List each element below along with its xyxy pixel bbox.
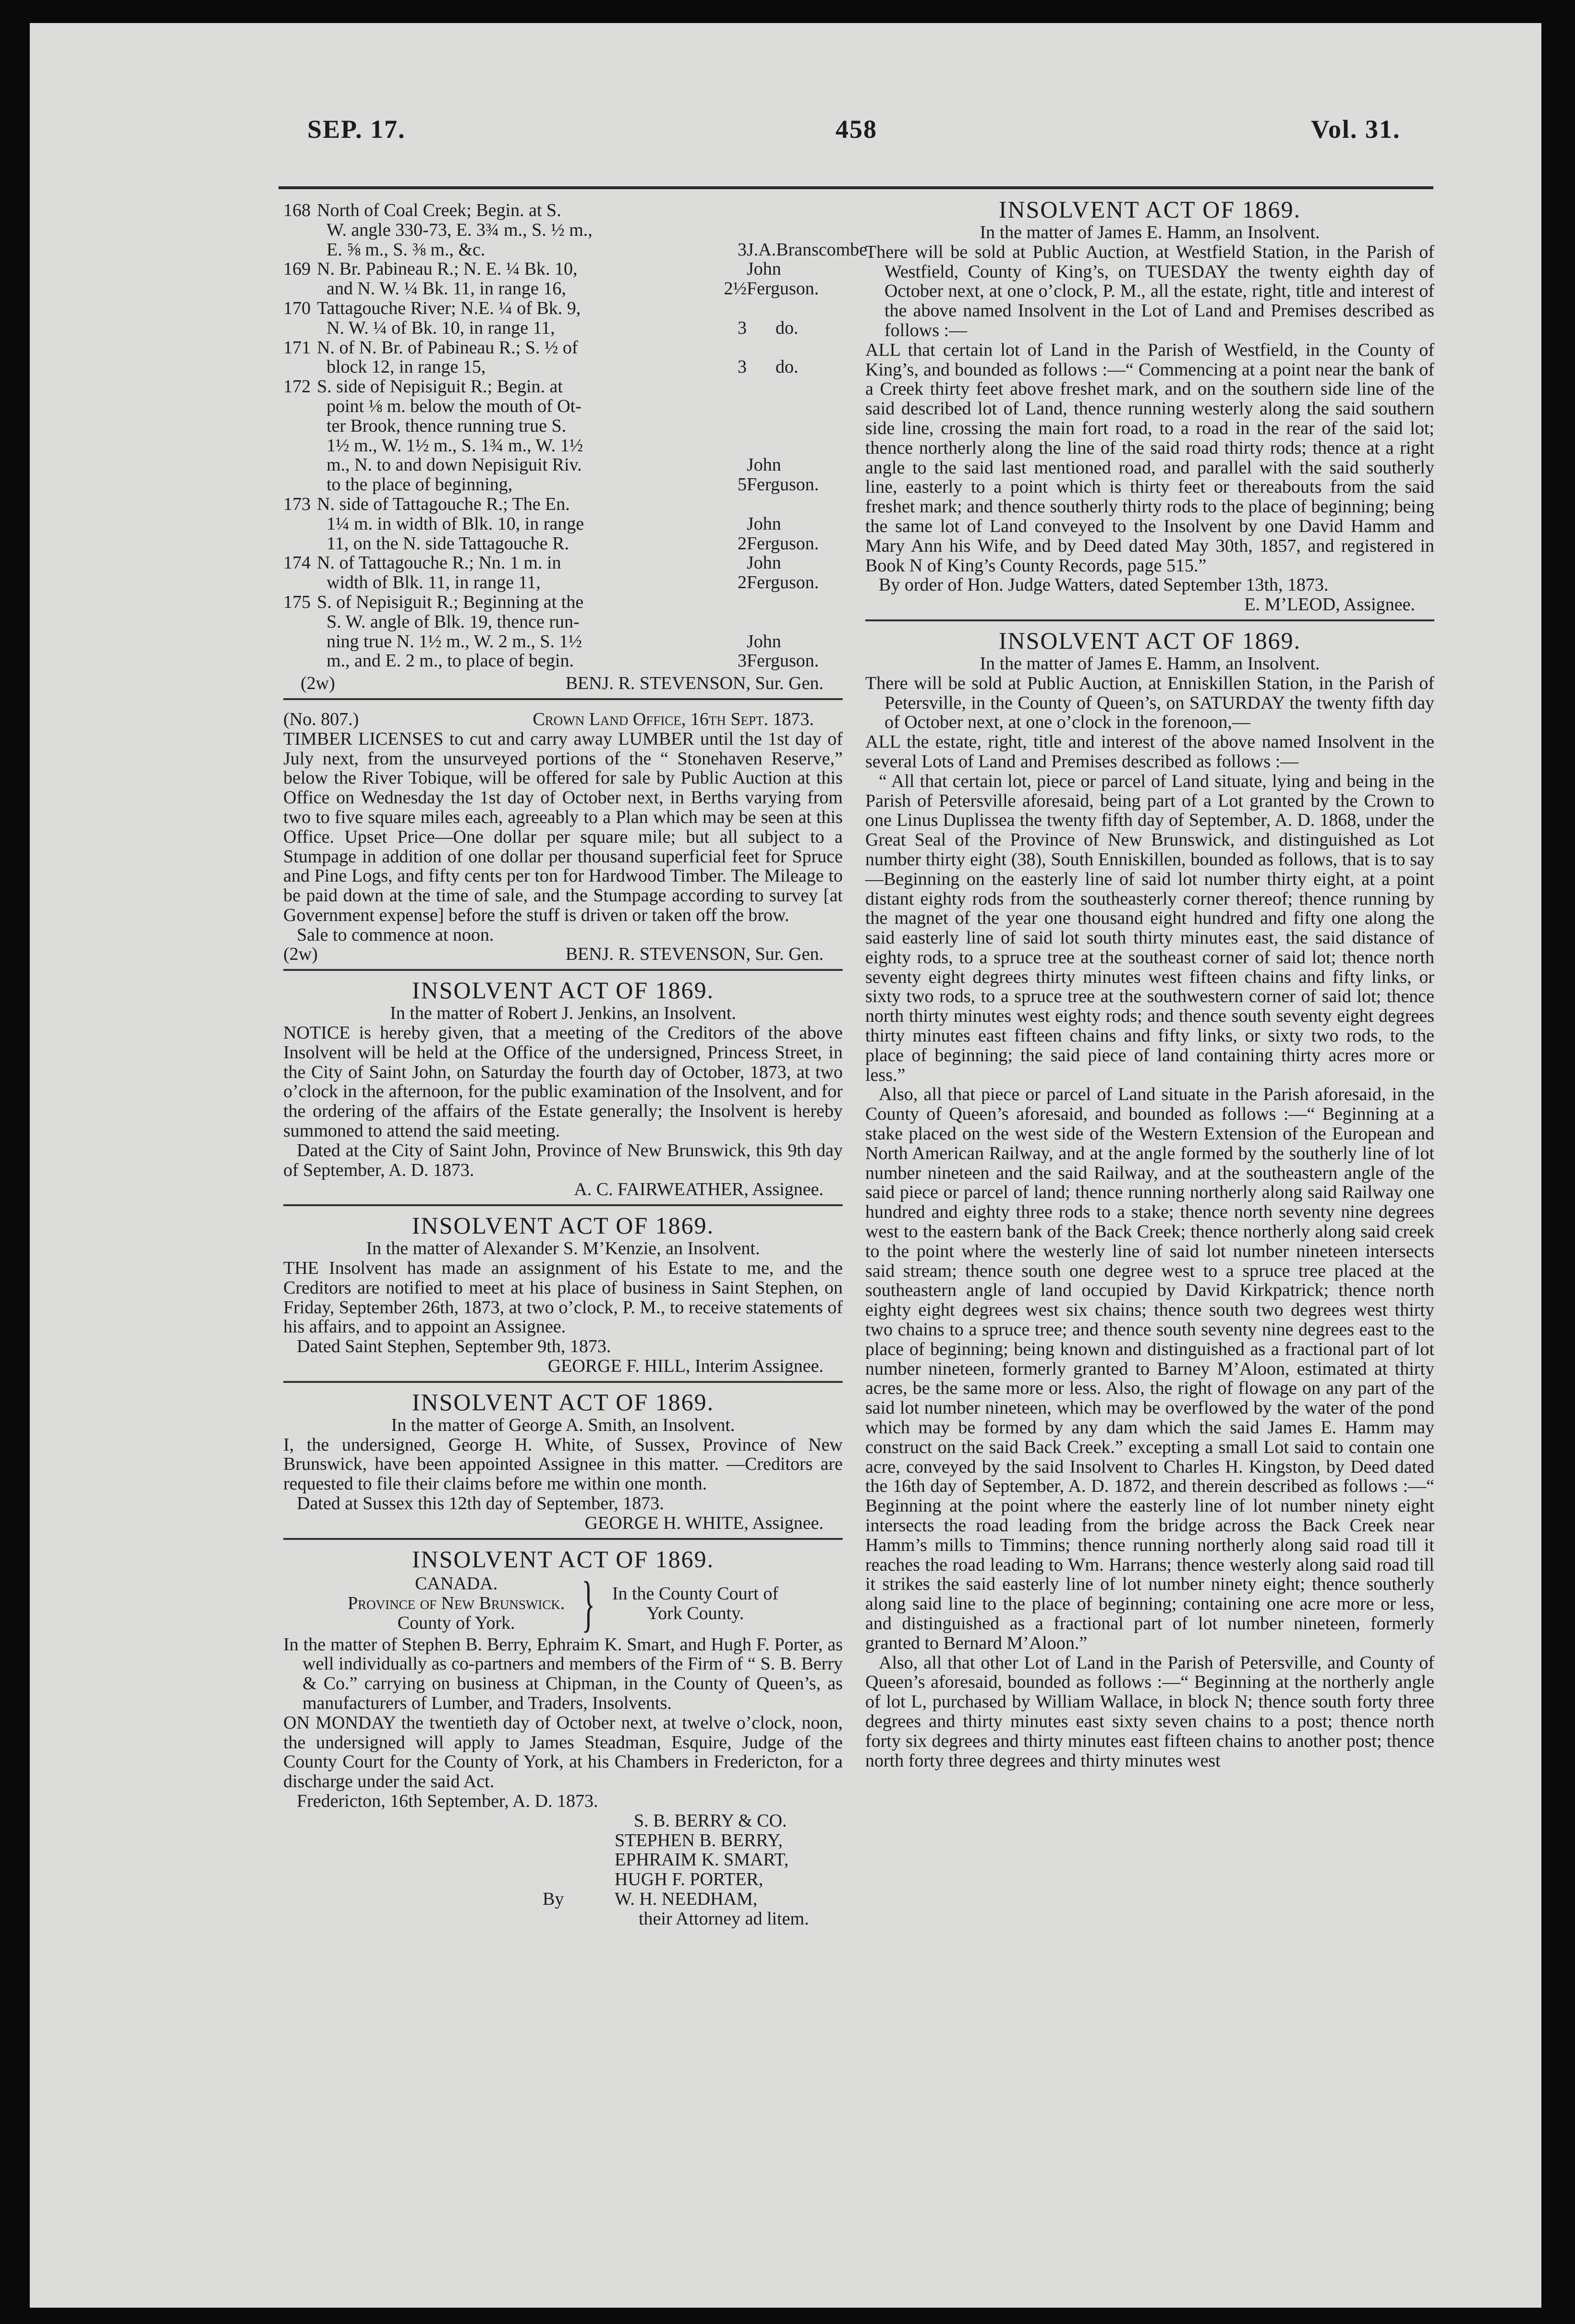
row-name: John Ferguson.	[747, 553, 819, 593]
smith-notice: INSOLVENT ACT OF 1869. In the matter of George A. Smith, an Insolvent. I, the undersigned, George H. White, of Sussex, Province of New Brunswick, have been appointed Assignee in this matter. —Creditors are requested to file their claims before me within one month. Dated at Sussex this 12th day of September, 1873. GEORGE H. WHITE, Assignee.	[283, 1388, 843, 1533]
row-description: Tattagouche River; N.E. ¼ of Bk. 9, N. W. ¼ of Bk. 10, in range 11, 3	[317, 298, 747, 338]
right-column	[865, 196, 1434, 1770]
row-number: 169	[283, 259, 311, 279]
notice-title: INSOLVENT ACT OF 1869.	[412, 1545, 715, 1573]
divider	[283, 1381, 843, 1383]
notice-title: INSOLVENT ACT OF 1869.	[998, 627, 1301, 654]
page-number: 458	[836, 115, 877, 144]
row-description: N. side of Tattagouche R.; The En. 1¼ m. in width of Blk. 10, in range 11, on the N. side Tattagouche R. 2	[317, 494, 747, 554]
divider	[283, 1538, 843, 1540]
row-qty: 2½	[724, 278, 747, 299]
hamm-enniskillen-notice: INSOLVENT ACT OF 1869. In the matter of James E. Hamm, an Insolvent. There will be sold at Public Auction, at Enniskillen Station, in the Parish of Petersville, in the County of Queen’s, on SATURDAY the twenty fifth day of October next, at one o’clock in the forenoon,— ALL the estate, right, title and interest of the above named Insolvent in the several Lots of Land and Premises described as follows :— “ All that certain lot, piece or parcel of Land situate, lying and being in the Parish of Petersville aforesaid, being part of a Lot granted by the Crown to one Linus Duplissea the twenty fifth day of September, A. D. 1868, under the Great Seal of the Province of New Brunswick, and distinguished as Lot number thirty eight (38), South Enniskillen, bounded as follows, that is to say—Beginning on the easterly line of said lot number thirty eight, at a point distant eighty rods from the southeasterly corner thereof; thence running by the magnet of the year one thousand eight hundred and fifty one along the said easterly line of said lot south thirty minutes east, the said distance of eighty rods, to a spruce tree at the southeast corner of said lot; thence north seventy eight degrees thirty minutes west fifteen chains and fifty links, or sixty two rods, to a spruce tree at the southwestern corner of said lot; thence north thirty minutes west eighty rods; and thence south seventy eight degrees thirty minutes east fifteen chains and fifty links, or sixty two rods, to the place of beginning; the said piece of land containing thirty acres more or less.” Also, all that piece or parcel of Land situate in the Parish aforesaid, in the County of Queen’s aforesaid, and bounded as follows :—“ Beginning at a stake placed on the west side of the Western Extension of the European and North American Railway, and at the angle formed by the southerly line of lot number nineteen and the said Railway, and at the southeastern angle of the said piece or parcel of land; thence running northerly along said Railway one hundred and eighty three rods to a stake; thence north seventy nine degrees west to the eastern bank of the Back Creek; thence northerly along said creek to the point where the westerly line of said lot number nineteen intersects said stream; thence south one degree west to a spruce tree placed at the southeastern angle of land occupied by David Kirkpatrick; thence north eighty eight degrees west six chains; thence south two degrees west thirty two chains to a spruce tree; and thence south seventy nine degrees east to the place of beginning; being known and distinguished as a fractional part of lot number nineteen, formerly granted to Barney M’Aloon, estimated at thirty acres, be the same more or less. Also, the right of flowage on any part of the said lot number nineteen, which may be overflowed by the water of the pond which may be formed by any dam which the said James E. Hamm may construct on the said Back Creek.” excepting a small Lot said to contain one acre, conveyed by the said Insolvent to Charles H. Kingston, by Deed dated the 16th day of September, A. D. 1872, and therein described as follows :—“ Beginning at the point where the easterly line of lot number ninety eight intersects the road leading from the bridge across the Back Creek near Hamm’s mills to Timmins; thence running northerly along said road till it reaches the road leading to Wm. Harrans; thence westerly along said road till it strikes the said easterly line of lot number ninety eight; thence southerly along said line to the place of beginning; containing one acre more or less, and distinguished as a fractional part of lot number nineteen, formerly granted to Bernard M’Aloon.” Also, all that other Lot of Land in the Parish of Petersville, and County of Queen’s aforesaid, bounded as follows :—“ Beginning at the northerly angle of lot L, purchased by William Wallace, in block N; thence south forty three degrees and thirty minutes east sixty seven chains to a post; thence north forty six degrees and thirty minutes east fifteen chains to another post; thence north forty three degrees and thirty minutes west	[865, 627, 1434, 1771]
notice-title: INSOLVENT ACT OF 1869.	[412, 1212, 715, 1239]
row-name: do.	[775, 317, 799, 338]
row-description: S. of Nepisiguit R.; Beginning at the S. W. angle of Blk. 19, thence run- ning true N. 1½ m., W. 2 m., S. 1½ m., and E. 2 m., to place of begin. 3	[317, 592, 747, 671]
row-qty: 2	[738, 533, 747, 554]
notice-title: INSOLVENT ACT OF 1869.	[998, 196, 1301, 223]
table-footer: (2w) BENJ. R. STEVENSON, Sur. Gen.	[301, 673, 824, 694]
row-number: 172	[283, 376, 311, 397]
row-name: John Ferguson.	[747, 455, 819, 495]
left-column	[283, 200, 868, 1929]
divider	[283, 698, 843, 700]
row-qty: 2	[738, 572, 747, 593]
row-qty: 3	[738, 357, 747, 377]
signatories: S. B. BERRY & CO. STEPHEN B. BERRY, EPHRAIM K. SMART, HUGH F. PORTER,	[615, 1810, 789, 1890]
row-description: N. Br. Pabineau R.; N. E. ¼ Bk. 10, and N. W. ¼ Bk. 11, in range 16, 2½	[317, 259, 747, 299]
divider	[283, 969, 843, 971]
notice-title: INSOLVENT ACT OF 1869.	[412, 1388, 715, 1416]
row-number: 175	[283, 592, 311, 612]
row-number: 168	[283, 200, 311, 220]
header-rule	[279, 186, 1433, 189]
row-name: John Ferguson.	[747, 259, 819, 299]
mkenzie-notice: INSOLVENT ACT OF 1869. In the matter of Alexander S. M’Kenzie, an Insolvent. THE Insolvent has made an assignment of his Estate to me, and the Creditors are notified to meet at his place of business in Saint Stephen, on Friday, September 26th, 1873, at two o’clock, P. M., to receive statements of his affairs, and to appoint an Assignee. Dated Saint Stephen, September 9th, 1873. GEORGE F. HILL, Interim Assignee.	[283, 1212, 843, 1377]
hamm-westfield-notice: INSOLVENT ACT OF 1869. In the matter of James E. Hamm, an Insolvent. There will be sold at Public Auction, at Westfield Station, in the Parish of Westfield, County of King’s, on TUESDAY the twenty eighth day of October next, at one o’clock, P. M., all the estate, right, title and interest of the above named Insolvent in the Lot of Land and Premises described as follows :— ALL that certain lot of Land in the Parish of Westfield, in the County of King’s, and bounded as follows :—“ Commencing at a point near the bank of a Creek thirty feet above freshet mark, and on the southern side line of the said described lot of Land, thence running westerly along the said southern side line, crossing the main fort road, to a road in the rear of the said lot; thence northerly along the line of the said road thirty rods; thence at a right angle to the said last mentioned road, and parallel with the said southerly line, easterly to a point which is thirty feet or thereabouts from the said freshet mark; and thence southerly thirty rods to the place of beginning; being the same lot of Land conveyed to the Insolvent by one David Hamm and Mary Ann his Wife, and by Deed dated May 30th, 1857, and registered in Book N of King’s County Records, page 515.” By order of Hon. Judge Watters, dated September 13th, 1873. E. M’LEOD, Assignee.	[865, 196, 1434, 615]
row-qty: 3	[738, 239, 747, 260]
land-table	[283, 200, 868, 671]
jenkins-notice: INSOLVENT ACT OF 1869. In the matter of Robert J. Jenkins, an Insolvent. NOTICE is hereby given, that a meeting of the Creditors of the above Insolvent will be held at the Office of the undersigned, Princess Street, in the City of Saint John, on Saturday the fourth day of October, 1873, at two o’clock in the afternoon, for the public examination of the Insolvent, and for the ordering of the affairs of the Estate generally; the Insolvent is hereby summoned to attend the said meeting. Dated at the City of Saint John, Province of New Brunswick, this 9th day of September, A. D. 1873. A. C. FAIRWEATHER, Assignee.	[283, 977, 843, 1200]
berry-notice: INSOLVENT ACT OF 1869. CANADA. Province of New Brunswick. County of York. } In the County Court of York County. In the matter of Stephen B. Berry, Ephraim K. Smart, and Hugh F. Porter, as well individually as co-partners and members of the Firm of “ S. B. Berry & Co.” carrying on business at Chipman, in the County of Queen’s, as manufacturers of Lumber, and Traders, Insolvents. ON MONDAY the twentieth day of October next, at twelve o’clock, noon, the undersigned will apply to James Steadman, Esquire, Judge of the County Court for the County of York, at his Chambers in Fredericton, for a discharge under the said Act. Fredericton, 16th September, A. D. 1873. S. B. BERRY & CO. STEPHEN B. BERRY, EPHRAIM K. SMART, HUGH F. PORTER, By W. H. NEEDHAM, their Attorney ad litem.	[283, 1545, 843, 1929]
brace-symbol: }	[582, 1569, 595, 1638]
row-qty: 3	[738, 317, 747, 338]
notice-title: INSOLVENT ACT OF 1869.	[412, 977, 715, 1004]
row-name: John Ferguson.	[747, 631, 819, 671]
row-number: 173	[283, 494, 311, 514]
header-date: SEP. 17.	[307, 115, 406, 144]
timber-notice: (No. 807.) Crown Land Office, 16th Sept. 1873. TIMBER LICENSES to cut and carry away LUMBER until the 1st day of July next, from the unsurveyed portions of the “ Stonehaven Reserve,” below the River Tobique, will be offered for sale by Public Auction at this Office on Wednesday the 1st day of October next, in Berths varying from two to five square miles each, agreeably to a Plan which may be seen at this Office. Upset Price—One dollar per square mile; but all subject to a Stumpage in addition of one dollar per thousand superficial feet for Spruce and Pine Logs, and fifty cents per ton for Hardwood Timber. The Mileage to be paid down at the time of sale, and the Stumpage according to survey [at Government expense] before the stuff is driven or taken off the brow. Sale to commence at noon. (2w) BENJ. R. STEVENSON, Sur. Gen.	[283, 709, 843, 965]
divider	[865, 619, 1434, 621]
row-number: 170	[283, 298, 311, 318]
row-qty: 5	[738, 474, 747, 495]
row-name: John Ferguson.	[747, 513, 819, 554]
row-qty: 3	[738, 651, 747, 671]
row-number: 174	[283, 553, 311, 573]
row-description: N. of N. Br. of Pabineau R.; S. ½ of block 12, in range 15, 3	[317, 337, 747, 377]
row-name: J.A.Branscombe	[747, 239, 868, 260]
divider	[283, 1204, 843, 1206]
row-name: do.	[775, 357, 799, 377]
row-number: 171	[283, 337, 311, 358]
row-description: North of Coal Creek; Begin. at S. W. angle 330-73, E. 3¾ m., S. ½ m., E. ⅝ m., S. ⅜ m., &c. 3	[317, 200, 747, 260]
row-description: N. of Tattagouche R.; Nn. 1 m. in width of Blk. 11, in range 11, 2	[317, 553, 747, 593]
volume-label: Vol. 31.	[1311, 115, 1401, 144]
court-caption: CANADA. Province of New Brunswick. County of York. } In the County Court of York County.	[347, 1569, 779, 1638]
row-description: S. side of Nepisiguit R.; Begin. at point ⅛ m. below the mouth of Ot- ter Brook, thence running true S. 1½ m., W. 1½ m., S. 1¾ m., W. 1½ m., N. to and down Nepisiguit Riv. to the place of beginning, 5	[317, 376, 747, 495]
